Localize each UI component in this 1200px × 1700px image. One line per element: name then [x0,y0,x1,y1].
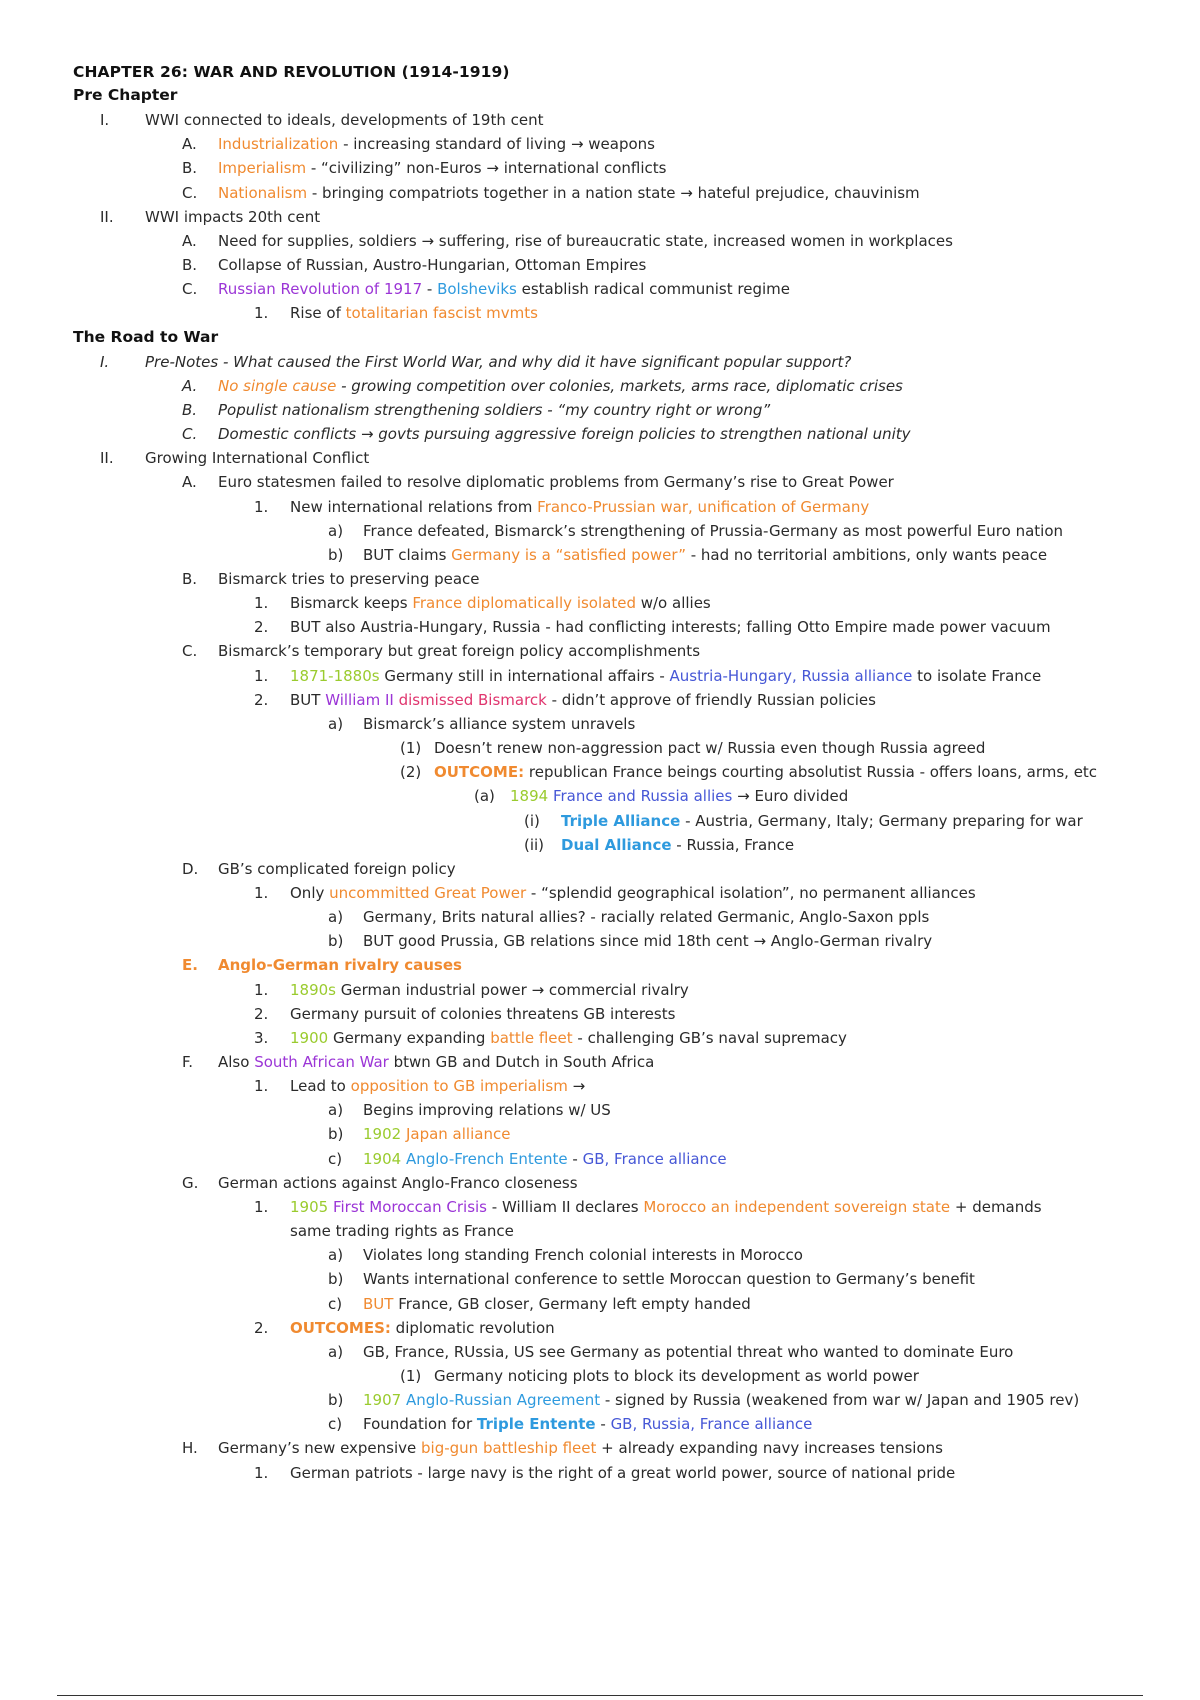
text-segment: Violates long standing French colonial interests in Morocco [363,1246,803,1265]
text-segment: German actions against Anglo-Franco closeness [218,1173,578,1192]
footer-divider [57,1695,1143,1696]
text-segment: Germany’s new expensive [218,1439,422,1458]
item-text [218,183,920,203]
highlighted-term: Industrialization [218,135,339,154]
list-marker: a) [328,1246,344,1265]
list-marker: I. [100,352,110,371]
item-text [218,859,456,879]
list-marker: c) [328,1294,343,1313]
list-marker: 1. [254,594,269,613]
text-segment: France defeated, Bismarck’s strengthening of Prussia-Germany as most powerful Euro nation [363,521,1063,540]
text-segment: Lead to [290,1077,351,1096]
text-segment: - growing competition over colonies, markets, arms race, diplomatic crises [336,376,903,395]
highlighted-term: 1902 [363,1125,402,1144]
item-text [218,1052,654,1072]
highlighted-term: Anglo-German rivalry causes [218,956,462,975]
highlighted-term: big-gun battleship fleet [421,1439,597,1458]
item-text [290,690,876,710]
list-marker: F. [182,1053,193,1071]
highlighted-term: William II [325,690,394,709]
text-segment: Foundation for [363,1415,477,1434]
list-marker: a) [328,521,344,540]
list-marker: a) [328,1342,344,1361]
highlighted-term: Franco-Prussian war, unification of Germany [537,497,870,516]
text-segment: New international relations from [290,497,538,516]
list-marker: B. [182,256,198,275]
list-marker: b) [328,545,344,564]
item-text [363,1149,727,1169]
highlighted-term: 1900 [290,1028,329,1047]
text-segment: Domestic conflicts → govts pursuing aggressive foreign policies to strengthen national unity [218,425,911,444]
item-text [290,883,976,903]
highlighted-term: uncommitted Great Power [329,883,527,902]
text-segment: - [595,1415,611,1434]
item-text [290,303,538,323]
highlighted-term: Germany is a “satisfied power” [451,545,686,564]
item-text [363,1414,812,1434]
item-text [510,786,848,806]
list-marker: b) [328,1391,344,1410]
text-segment: Germany noticing plots to block its development as world power [434,1366,919,1385]
text-segment: republican France beings courting absolutist Russia - offers loans, arms, etc [524,763,1098,782]
text-segment: Bismarck keeps [290,594,413,613]
text-segment: → [567,1077,586,1096]
text-segment: BUT claims [363,545,452,564]
item-text [363,1245,803,1265]
item-text [363,931,932,951]
text-segment: to isolate France [912,666,1042,685]
highlighted-term: France and Russia allies [548,787,733,806]
text-segment: Populist nationalism strengthening soldiers - “my country right or wrong” [218,400,771,419]
text-segment: - [567,1149,583,1168]
list-marker: E. [182,956,198,975]
list-marker: (1) [400,1366,422,1385]
text-segment: GB, France, RUssia, US see Germany as potential threat who wanted to dominate Euro [363,1342,1014,1361]
highlighted-term: OUTCOMES: [290,1318,391,1337]
text-segment: Bismarck’s temporary but great foreign policy accomplishments [218,642,701,661]
text-segment: BUT [290,690,326,709]
list-marker: II. [100,207,114,226]
highlighted-term: Austria-Hungary, Russia alliance [669,666,913,685]
item-text [363,521,1063,541]
list-marker: a) [328,714,344,733]
item-text [363,714,635,734]
item-text [363,1390,1079,1410]
highlighted-term: South African War [254,1053,389,1071]
item-text [561,835,794,855]
highlighted-term: battle fleet [490,1028,573,1047]
text-segment: + demands [950,1197,1042,1216]
list-marker: C. [182,642,198,661]
chapter-title: CHAPTER 26: WAR AND REVOLUTION (1914-1919) [73,63,510,81]
highlighted-term: 1890s [290,980,336,999]
section-heading: Pre Chapter [73,86,178,104]
text-segment: - Russia, France [671,835,795,854]
item-text [290,617,1051,637]
item-text [218,955,462,975]
text-segment: w/o allies [635,594,711,613]
list-marker: b) [328,932,344,951]
text-segment: Germany pursuit of colonies threatens GB interests [290,1004,676,1023]
text-segment: France, GB closer, Germany left empty handed [393,1294,751,1313]
text-segment: - “civilizing” non-Euros → international conflicts [306,159,667,178]
text-segment: Growing International Conflict [145,449,370,468]
highlighted-term: Triple Entente [476,1415,596,1434]
list-marker: A. [182,231,197,250]
highlighted-term: OUTCOME: [434,763,525,782]
item-text [218,279,790,299]
list-marker: A. [182,376,198,395]
text-segment: Wants international conference to settle Moroccan question to Germany’s benefit [363,1270,975,1289]
item-text [290,1221,514,1241]
highlighted-term: No single cause [218,376,337,395]
list-marker: a) [328,908,344,927]
text-segment: same trading rights as France [290,1222,514,1241]
item-text [290,666,1041,686]
text-segment: - increasing standard of living → weapons [338,135,655,154]
text-segment: btwn GB and Dutch in South Africa [388,1053,655,1071]
highlighted-term: GB, Russia, France alliance [610,1415,813,1434]
list-marker: B. [182,570,198,588]
text-segment: - “splendid geographical isolation”, no permanent alliances [526,883,976,902]
item-text [290,980,689,1000]
text-segment: - had no territorial ambitions, only wants peace [685,545,1048,564]
text-segment: - [422,280,438,299]
text-segment: WWI impacts 20th cent [145,207,321,226]
text-segment: - signed by Russia (weakened from war w/ Japan and 1905 rev) [600,1391,1080,1410]
list-marker: 2. [254,690,269,709]
list-marker: C. [182,280,198,299]
list-marker: (2) [400,763,422,782]
list-marker: 1. [254,1463,269,1482]
list-marker: 2. [254,1318,269,1337]
list-marker: 1. [254,883,269,902]
item-text [218,376,903,396]
item-text [145,110,544,130]
item-text [363,1342,1013,1362]
text-segment: + already expanding navy increases tensions [596,1439,943,1458]
list-marker: 1. [254,666,269,685]
highlighted-term: totalitarian fascist mvmts [345,304,538,323]
list-marker: b) [328,1270,344,1289]
item-text [363,545,1047,565]
item-text [218,472,894,492]
item-text [218,255,646,275]
text-segment: Germany still in international affairs - [379,666,670,685]
item-text [145,352,851,372]
highlighted-term: Dual Alliance [561,835,672,854]
text-segment: Germany expanding [328,1028,491,1047]
list-marker: 1. [254,980,269,999]
item-text [218,400,770,420]
list-marker: B. [182,159,198,178]
item-text [290,1028,847,1048]
list-marker: 2. [254,618,269,637]
highlighted-term: 1894 [510,787,549,806]
text-segment: Collapse of Russian, Austro-Hungarian, Ottoman Empires [218,256,647,275]
list-marker: II. [100,449,114,468]
list-marker: D. [182,859,199,878]
text-segment: Pre-Notes - What caused the First World War, and why did it have significant popular support? [145,352,852,371]
item-text [363,907,929,927]
item-text [290,593,711,613]
text-segment: Need for supplies, soldiers → suffering, rise of bureaucratic state, increased women in workplaces [218,231,953,250]
item-text [218,1438,943,1458]
text-segment: Bismarck tries to preserving peace [218,570,480,588]
highlighted-term: GB, France alliance [582,1149,727,1168]
text-segment: Also [218,1053,255,1071]
list-marker: 1. [254,304,269,323]
item-text [218,1173,578,1193]
highlighted-term: Anglo-Russian Agreement [401,1391,601,1410]
text-segment: Begins improving relations w/ US [363,1101,611,1120]
text-segment: German patriots - large navy is the right of a great world power, source of national pride [290,1463,956,1482]
item-text [363,1124,510,1144]
highlighted-term: BUT [363,1294,394,1313]
text-segment: establish radical communist regime [516,280,790,299]
highlighted-term: 1871-1880s [290,666,380,685]
text-segment: GB’s complicated foreign policy [218,859,456,878]
text-segment: Rise of [290,304,346,323]
highlighted-term: Imperialism [218,159,307,178]
highlighted-term: Nationalism [218,183,308,202]
highlighted-term: 1905 [290,1197,329,1216]
list-marker: b) [328,1125,344,1144]
list-marker: c) [328,1149,343,1168]
text-segment: → Euro divided [732,787,849,806]
text-segment: Bismarck’s alliance system unravels [363,714,636,733]
list-marker: I. [100,111,110,130]
text-segment: - challenging GB’s naval supremacy [572,1028,847,1047]
item-text [434,738,985,758]
text-segment: Doesn’t renew non-aggression pact w/ Russia even though Russia agreed [434,739,986,758]
item-text [434,762,1097,782]
item-text [290,1197,1042,1217]
item-text [363,1294,751,1314]
item-text [363,1269,975,1289]
item-text [561,811,1083,831]
text-segment: German industrial power → commercial rivalry [336,980,689,999]
item-text [218,134,655,154]
list-marker: 3. [254,1028,269,1047]
text-segment: WWI connected to ideals, developments of 19th cent [145,111,544,130]
highlighted-term: France diplomatically isolated [412,594,636,613]
item-text [218,158,666,178]
item-text [290,1004,675,1024]
item-text [434,1366,919,1386]
highlighted-term: Russian Revolution of 1917 [218,280,423,299]
highlighted-term: Japan alliance [401,1125,511,1144]
item-text [218,569,480,589]
highlighted-term: Morocco an independent sovereign state [643,1197,951,1216]
highlighted-term: Triple Alliance [561,811,681,830]
text-segment: BUT also Austria-Hungary, Russia - had conflicting interests; falling Otto Empire made power vacuum [290,618,1051,637]
item-text [145,448,369,468]
highlighted-term: Bolsheviks [437,280,517,299]
text-segment: - Austria, Germany, Italy; Germany preparing for war [680,811,1083,830]
list-marker: (1) [400,739,422,758]
item-text [218,641,700,661]
text-segment: - didn’t approve of friendly Russian policies [546,690,876,709]
section-heading: The Road to War [73,327,219,346]
highlighted-term: opposition to GB imperialism [350,1077,568,1096]
list-marker: C. [182,183,198,202]
item-text [290,1076,585,1096]
highlighted-term: Anglo-French Entente [401,1149,568,1168]
item-text [290,1318,555,1338]
text-segment: - William II declares [487,1197,644,1216]
item-text [145,207,320,227]
list-marker: G. [182,1173,199,1192]
text-segment: Euro statesmen failed to resolve diplomatic problems from Germany’s rise to Great Power [218,473,894,492]
list-marker: c) [328,1415,343,1434]
list-marker: (i) [524,811,540,830]
list-marker: C. [182,425,198,444]
item-text [218,231,953,251]
list-marker: (a) [474,787,495,806]
list-marker: a) [328,1101,344,1120]
list-marker: 1. [254,1197,269,1216]
item-text [363,1100,611,1120]
text-segment: - bringing compatriots together in a nation state → hateful prejudice, chauvinism [307,183,920,202]
list-marker: (ii) [524,835,545,854]
text-segment: BUT good Prussia, GB relations since mid 18th cent → Anglo-German rivalry [363,932,933,951]
item-text [290,497,869,517]
item-text [218,424,911,444]
highlighted-term: 1907 [363,1391,402,1410]
text-segment: Only [290,883,330,902]
list-marker: A. [182,473,197,492]
item-text [290,1463,955,1483]
list-marker: H. [182,1439,198,1458]
highlighted-term: First Moroccan Crisis [328,1197,487,1216]
text-segment: diplomatic revolution [390,1318,555,1337]
list-marker: 2. [254,1004,269,1023]
text-segment: Germany, Brits natural allies? - racially related Germanic, Anglo-Saxon ppls [363,908,930,927]
highlighted-term: 1904 [363,1149,402,1168]
list-marker: B. [182,400,198,419]
list-marker: 1. [254,1077,269,1096]
highlighted-term: dismissed Bismarck [393,690,547,709]
list-marker: 1. [254,497,269,516]
list-marker: A. [182,135,197,154]
